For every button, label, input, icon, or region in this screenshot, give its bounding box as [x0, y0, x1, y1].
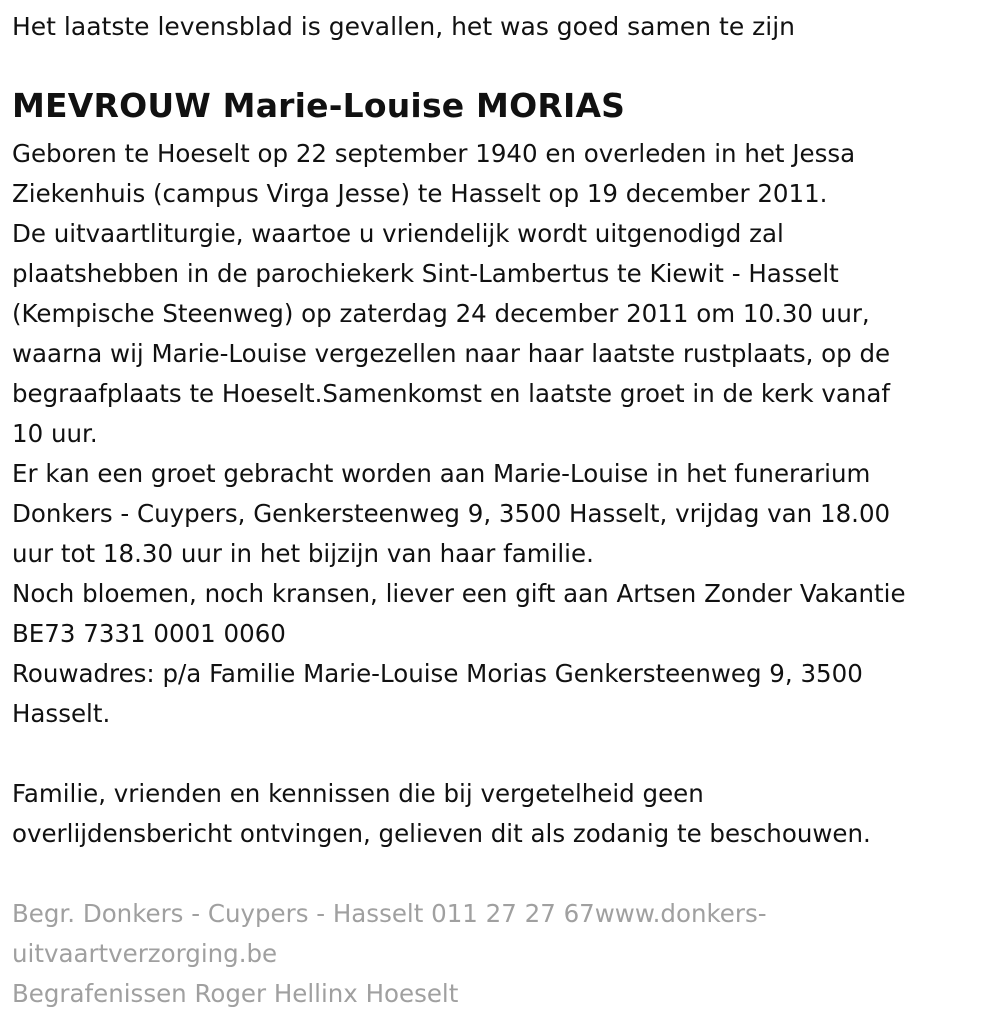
text-line: Noch bloemen, noch kransen, liever een gift aan Artsen Zonder Vakantie	[12, 579, 906, 608]
intro-line: Het laatste levensblad is gevallen, het was goed samen te zijn	[12, 12, 796, 41]
footer-line: Begrafenissen Roger Hellinx Hoeselt	[12, 979, 459, 1008]
text-line: Familie, vrienden en kennissen die bij vergetelheid geen	[12, 779, 704, 808]
text-line: Rouwadres: p/a Familie Marie-Louise Morias Genkersteenweg 9, 3500	[12, 659, 863, 688]
text-line: Donkers - Cuypers, Genkersteenweg 9, 3500 Hasselt, vrijdag van 18.00	[12, 499, 891, 528]
text-line: De uitvaartliturgie, waartoe u vriendelijk wordt uitgenodigd zal	[12, 219, 784, 248]
address-paragraph	[12, 654, 987, 734]
text-line: begraafplaats te Hoeselt.Samenkomst en laatste groet in de kerk vanaf	[12, 379, 891, 408]
notice-paragraph	[12, 774, 987, 854]
funeral-director-footer	[12, 894, 767, 1014]
text-line: waarna wij Marie-Louise vergezellen naar haar laatste rustplaats, op de	[12, 339, 891, 368]
birth-death-paragraph	[12, 134, 987, 214]
bank-account: BE73 7331 0001 0060	[12, 619, 286, 648]
paragraph-spacer	[12, 734, 987, 774]
liturgy-paragraph	[12, 214, 987, 454]
footer-line: uitvaartverzorging.be	[12, 939, 278, 968]
flowers-paragraph	[12, 574, 987, 654]
text-line: overlijdensbericht ontvingen, gelieven dit als zodanig te beschouwen.	[12, 819, 871, 848]
footer-line: Begr. Donkers - Cuypers - Hasselt 011 27 27 67www.donkers-	[12, 899, 767, 928]
text-line: Er kan een groet gebracht worden aan Marie-Louise in het funerarium	[12, 459, 871, 488]
text-line: 10 uur.	[12, 419, 98, 448]
text-line: Geboren te Hoeselt op 22 september 1940 en overleden in het Jessa	[12, 139, 856, 168]
obituary-body	[12, 134, 987, 854]
text-line: uur tot 18.30 uur in het bijzijn van haar familie.	[12, 539, 594, 568]
text-line: Hasselt.	[12, 699, 111, 728]
text-line: (Kempische Steenweg) op zaterdag 24 december 2011 om 10.30 uur,	[12, 299, 870, 328]
text-line: plaatshebben in de parochiekerk Sint-Lambertus te Kiewit - Hasselt	[12, 259, 839, 288]
greeting-paragraph	[12, 454, 987, 574]
text-line: Ziekenhuis (campus Virga Jesse) te Hasselt op 19 december 2011.	[12, 179, 828, 208]
deceased-name: MEVROUW Marie-Louise MORIAS	[12, 86, 626, 125]
